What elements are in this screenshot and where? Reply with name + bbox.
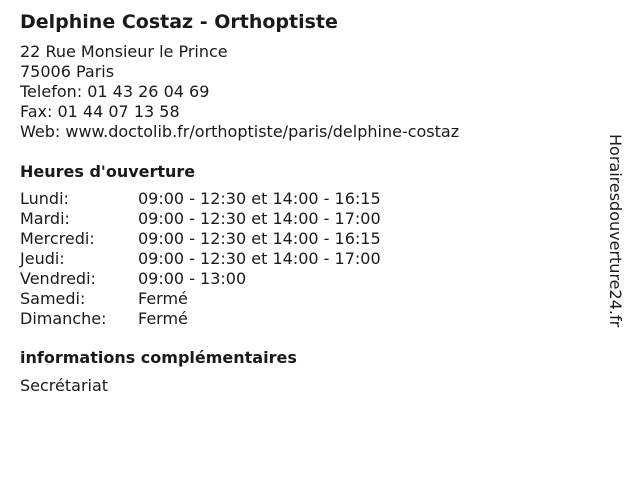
day-hours: 09:00 - 12:30 et 14:00 - 16:15 <box>138 189 381 208</box>
hours-row-vendredi <box>20 269 600 289</box>
brand-watermark: Horairesdouverture24.fr <box>606 134 625 328</box>
day-label: Vendredi: <box>20 269 96 288</box>
website-line: Web: www.doctolib.fr/orthoptiste/paris/delphine-costaz <box>20 122 460 141</box>
day-hours: Fermé <box>138 309 188 328</box>
hours-row-jeudi <box>20 249 600 269</box>
day-hours: 09:00 - 13:00 <box>138 269 247 288</box>
hours-row-mardi <box>20 209 600 229</box>
hours-heading: Heures d'ouverture <box>20 162 196 181</box>
info-text: Secrétariat <box>20 376 109 395</box>
business-title: Delphine Costaz - Orthoptiste <box>20 11 338 33</box>
business-card <box>20 8 600 396</box>
city-postal: 75006 Paris <box>20 62 115 81</box>
hours-row-samedi <box>20 289 600 309</box>
fax-number: Fax: 01 44 07 13 58 <box>20 102 180 121</box>
hours-row-mercredi <box>20 229 600 249</box>
day-label: Lundi: <box>20 189 69 208</box>
phone-number: Telefon: 01 43 26 04 69 <box>20 82 210 101</box>
day-hours: Fermé <box>138 289 188 308</box>
address-block <box>20 42 600 142</box>
day-hours: 09:00 - 12:30 et 14:00 - 17:00 <box>138 209 381 228</box>
street-address: 22 Rue Monsieur le Prince <box>20 42 228 61</box>
day-label: Mercredi: <box>20 229 95 248</box>
day-label: Jeudi: <box>20 249 65 268</box>
info-heading: informations complémentaires <box>20 348 297 367</box>
day-label: Mardi: <box>20 209 70 228</box>
hours-row-lundi <box>20 189 600 209</box>
day-label: Samedi: <box>20 289 86 308</box>
day-hours: 09:00 - 12:30 et 14:00 - 17:00 <box>138 249 381 268</box>
day-label: Dimanche: <box>20 309 107 328</box>
hours-table <box>20 189 600 329</box>
day-hours: 09:00 - 12:30 et 14:00 - 16:15 <box>138 229 381 248</box>
hours-row-dimanche <box>20 309 600 329</box>
